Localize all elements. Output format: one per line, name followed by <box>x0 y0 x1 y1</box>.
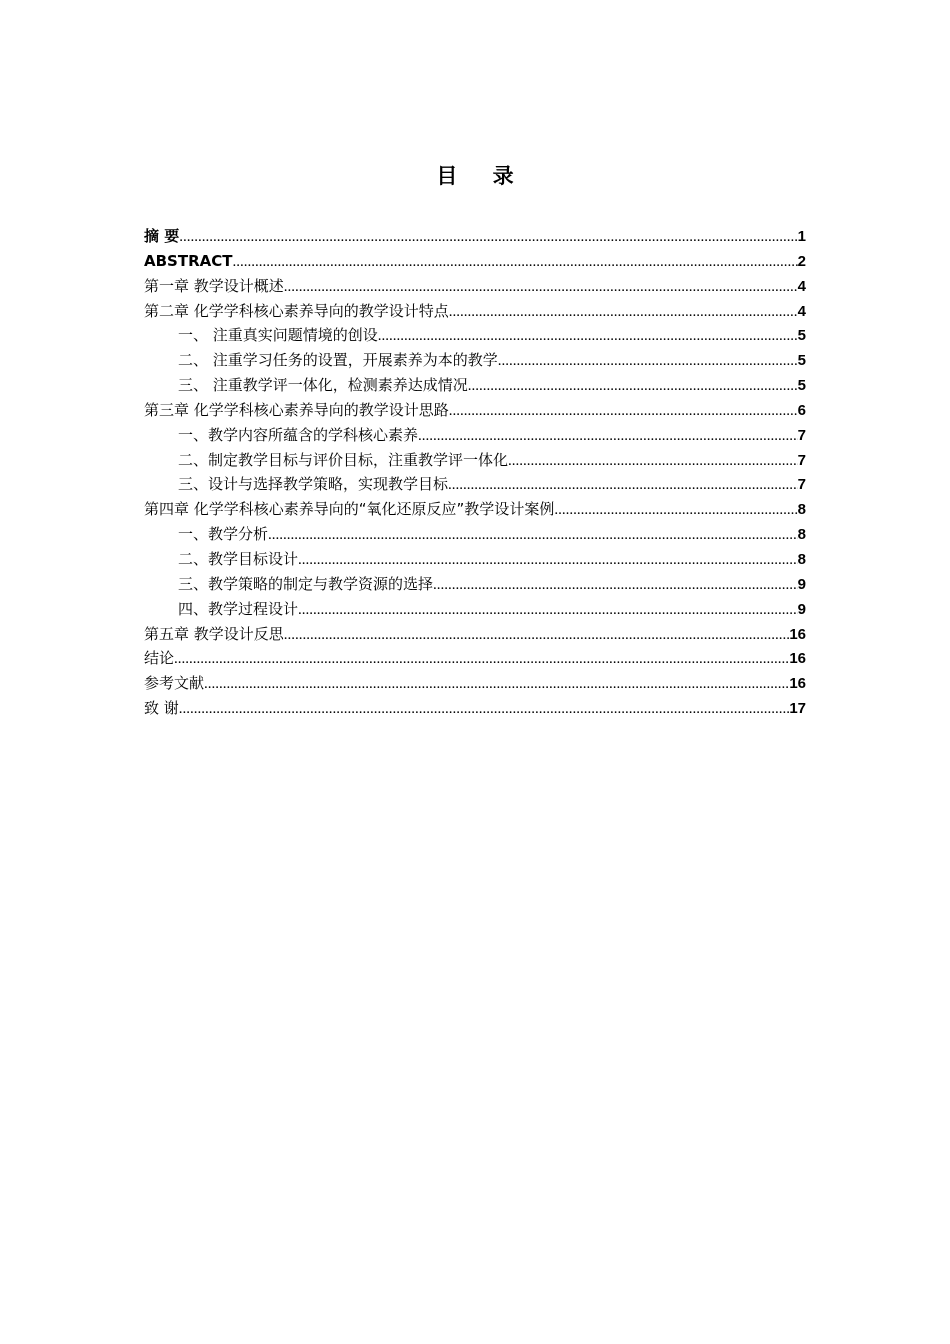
table-of-contents <box>144 224 806 721</box>
toc-entry-label: 三、教学策略的制定与教学资源的选择 <box>178 574 434 593</box>
toc-entry-page-number: 5 <box>797 377 806 395</box>
toc-entry-label: 一、教学分析 <box>178 525 269 544</box>
toc-dot-leader <box>449 300 798 325</box>
toc-entry[interactable] <box>144 572 806 597</box>
toc-dot-leader <box>174 647 789 672</box>
toc-entry[interactable] <box>144 224 806 249</box>
toc-entry-label: 三、 注重教学评一体化，检测素养达成情况 <box>178 376 468 395</box>
toc-entry-page-number: 7 <box>797 451 806 469</box>
toc-entry-label: 二、教学目标设计 <box>178 549 299 568</box>
toc-entry-page-number: 7 <box>797 476 806 494</box>
toc-entry-page-number: 16 <box>789 675 806 693</box>
toc-entry[interactable] <box>144 299 806 324</box>
toc-dot-leader <box>268 523 798 548</box>
toc-dot-leader <box>433 573 798 598</box>
toc-entry-label: 第四章 化学学科核心素养导向的“氧化还原反应”教学设计案例 <box>144 500 555 519</box>
toc-entry[interactable] <box>144 696 806 721</box>
toc-dot-leader <box>298 548 798 573</box>
toc-entry-label: 二、制定教学目标与评价目标，注重教学评一体化 <box>178 450 509 469</box>
toc-entry-page-number: 5 <box>797 352 806 370</box>
toc-entry-label: 第二章 化学学科核心素养导向的教学设计特点 <box>144 301 449 320</box>
toc-entry-page-number: 4 <box>797 302 806 320</box>
toc-entry[interactable] <box>144 597 806 622</box>
toc-dot-leader <box>179 697 790 722</box>
toc-entry[interactable] <box>144 274 806 299</box>
toc-entry[interactable] <box>144 646 806 671</box>
toc-entry-page-number: 9 <box>797 575 806 593</box>
toc-entry[interactable] <box>144 622 806 647</box>
toc-entry[interactable] <box>144 423 806 448</box>
toc-entry-label: 摘 要 <box>144 227 180 245</box>
toc-entry-page-number: 4 <box>797 277 806 295</box>
toc-dot-leader <box>179 225 797 250</box>
toc-entry-label: 致 谢 <box>144 699 179 718</box>
toc-entry-label: 参考文献 <box>144 674 205 693</box>
toc-entry[interactable] <box>144 671 806 696</box>
toc-entry[interactable] <box>144 398 806 423</box>
toc-entry-page-number: 7 <box>797 426 806 444</box>
toc-entry-page-number: 6 <box>797 401 806 419</box>
toc-entry-page-number: 8 <box>797 550 806 568</box>
toc-entry[interactable] <box>144 348 806 373</box>
toc-dot-leader <box>554 498 797 523</box>
toc-entry-label: 一、教学内容所蕴含的学科核心素养 <box>178 425 419 444</box>
toc-entry-label: 四、教学过程设计 <box>178 599 299 618</box>
toc-entry-label: 第一章 教学设计概述 <box>144 276 284 295</box>
toc-entry[interactable] <box>144 547 806 572</box>
toc-dot-leader <box>378 324 798 349</box>
toc-dot-leader <box>449 399 798 424</box>
toc-entry-label: 一、 注重真实问题情境的创设 <box>178 326 378 345</box>
toc-entry-page-number: 1 <box>797 228 806 245</box>
toc-entry[interactable] <box>144 522 806 547</box>
toc-entry[interactable] <box>144 472 806 497</box>
toc-dot-leader <box>448 473 798 498</box>
toc-entry-label: 结论 <box>144 649 175 668</box>
toc-dot-leader <box>284 275 798 300</box>
toc-entry-label: ABSTRACT <box>144 251 233 270</box>
toc-entry-label: 第三章 化学学科核心素养导向的教学设计思路 <box>144 400 449 419</box>
toc-entry-page-number: 16 <box>789 650 806 668</box>
toc-dot-leader <box>468 374 798 399</box>
toc-entry-label: 三、设计与选择教学策略，实现教学目标 <box>178 475 449 494</box>
toc-entry-page-number: 2 <box>797 252 806 270</box>
toc-entry-page-number: 9 <box>797 600 806 618</box>
toc-dot-leader <box>508 449 798 474</box>
toc-dot-leader <box>232 250 797 275</box>
toc-entry-page-number: 5 <box>797 327 806 345</box>
toc-dot-leader <box>284 623 790 648</box>
toc-dot-leader <box>298 598 798 623</box>
toc-entry-page-number: 17 <box>789 700 806 718</box>
toc-entry-label: 第五章 教学设计反思 <box>144 624 284 643</box>
toc-entry[interactable] <box>144 497 806 522</box>
toc-entry[interactable] <box>144 373 806 398</box>
toc-entry-page-number: 8 <box>797 501 806 519</box>
toc-entry[interactable] <box>144 323 806 348</box>
toc-entry[interactable] <box>144 249 806 274</box>
toc-dot-leader <box>498 349 798 374</box>
toc-entry-page-number: 16 <box>789 625 806 643</box>
toc-entry[interactable] <box>144 448 806 473</box>
toc-entry-page-number: 8 <box>797 526 806 544</box>
toc-dot-leader <box>204 672 789 697</box>
toc-dot-leader <box>418 424 798 449</box>
toc-title: 目 录 <box>436 164 528 188</box>
toc-entry-label: 二、 注重学习任务的设置，开展素养为本的教学 <box>178 351 498 370</box>
